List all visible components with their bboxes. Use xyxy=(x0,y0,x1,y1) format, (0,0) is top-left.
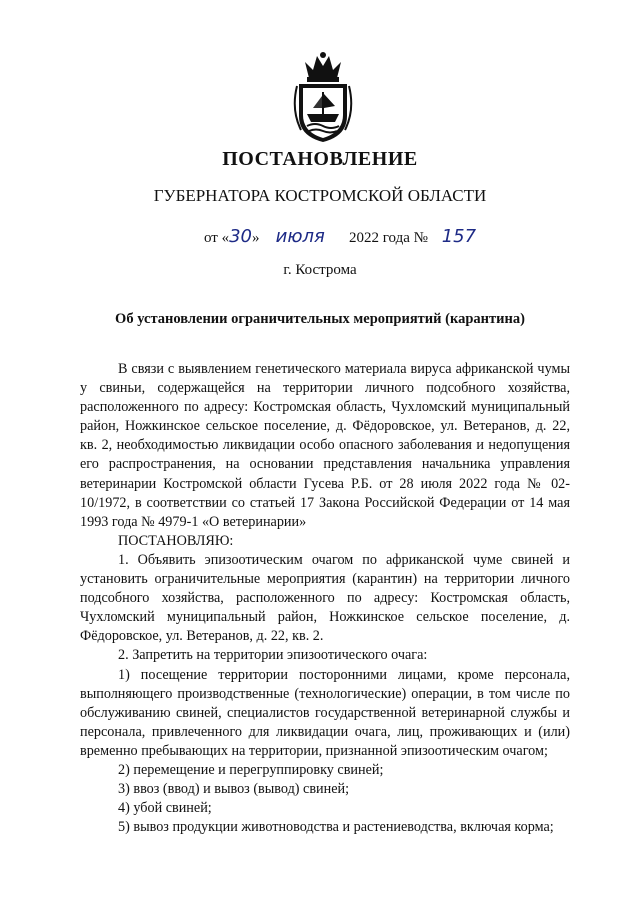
subclause-paragraph: 5) вывоз продукции животноводства и растениеводства, включая корма; xyxy=(118,819,554,836)
kostroma-coat-of-arms-icon xyxy=(289,50,357,146)
date-close-quote: » xyxy=(252,230,260,246)
document-body xyxy=(80,360,570,837)
subclause-paragraph: 3) ввоз (ввод) и вывоз (вывод) свиней; xyxy=(118,781,350,798)
document-number-handwritten: 157 xyxy=(441,226,477,247)
subclause-paragraph: 4) убой свиней; xyxy=(118,800,212,817)
clause-paragraph: 2. Запретить на территории эпизоотического очага: xyxy=(118,647,428,664)
document-heading: Об установлении ограничительных мероприятий (карантина) xyxy=(115,311,525,327)
date-prefix: от « xyxy=(204,230,230,246)
preamble-paragraph: В связи с выявлением генетического материала вируса африканской чумы у свиньи, содержащейся на территории личного подсобного хозяйства, расположенного по адресу: Костромская область, Чухломский муниципальный район, Ножкинское сельское поселение, д. Фёдоровское, ул. Ветеранов, д. 22, кв. 2, необходимостью ликвидации особо опасного заболевания и недопущения его распространения, на основании представления начальника управления ветеринарии Костромской области Гусева Р.Б. от 28 июля 2022 года № 02-10/1972, в соответствии со статьей 17 Закона Российской Федерации от 14 мая 1993 года № 4979-1 «О ветеринарии» xyxy=(80,361,570,530)
subclause-paragraph: 2) перемещение и перегруппировку свиней; xyxy=(118,761,384,778)
date-line xyxy=(204,226,476,247)
date-month-handwritten: июля xyxy=(275,226,325,247)
subclause-paragraph: 1) посещение территории посторонними лицами, кроме персонала, выполняющего производственные (технологические) операции, в том числе по обслуживанию свиней, специалистов государственной ветеринарной службы и персонала, привлеченного для ликвидации очага, лиц, проживающих и (или) временно пребывающих на территории, признанной эпизоотическим очагом; xyxy=(80,666,570,759)
page-title: ПОСТАНОВЛЕНИЕ xyxy=(222,148,418,170)
clause-paragraph: 1. Объявить эпизоотическим очагом по африканской чуме свиней и установить ограничительные мероприятия (карантин) на территории личного подсобного хозяйства, расположенного по адресу: Костромская область, Чухломский муниципальный район, Ножкинское сельское поселение, д. Фёдоровское, ул. Ветеранов, д. 22, кв. 2. xyxy=(80,551,570,645)
resolve-paragraph: ПОСТАНОВЛЯЮ: xyxy=(118,532,234,549)
city-line: г. Кострома xyxy=(283,262,357,278)
date-year-text: 2022 года № xyxy=(349,230,428,246)
issuer-subtitle: ГУБЕРНАТОРА КОСТРОМСКОЙ ОБЛАСТИ xyxy=(153,186,487,205)
date-day-handwritten: 30 xyxy=(229,226,253,247)
